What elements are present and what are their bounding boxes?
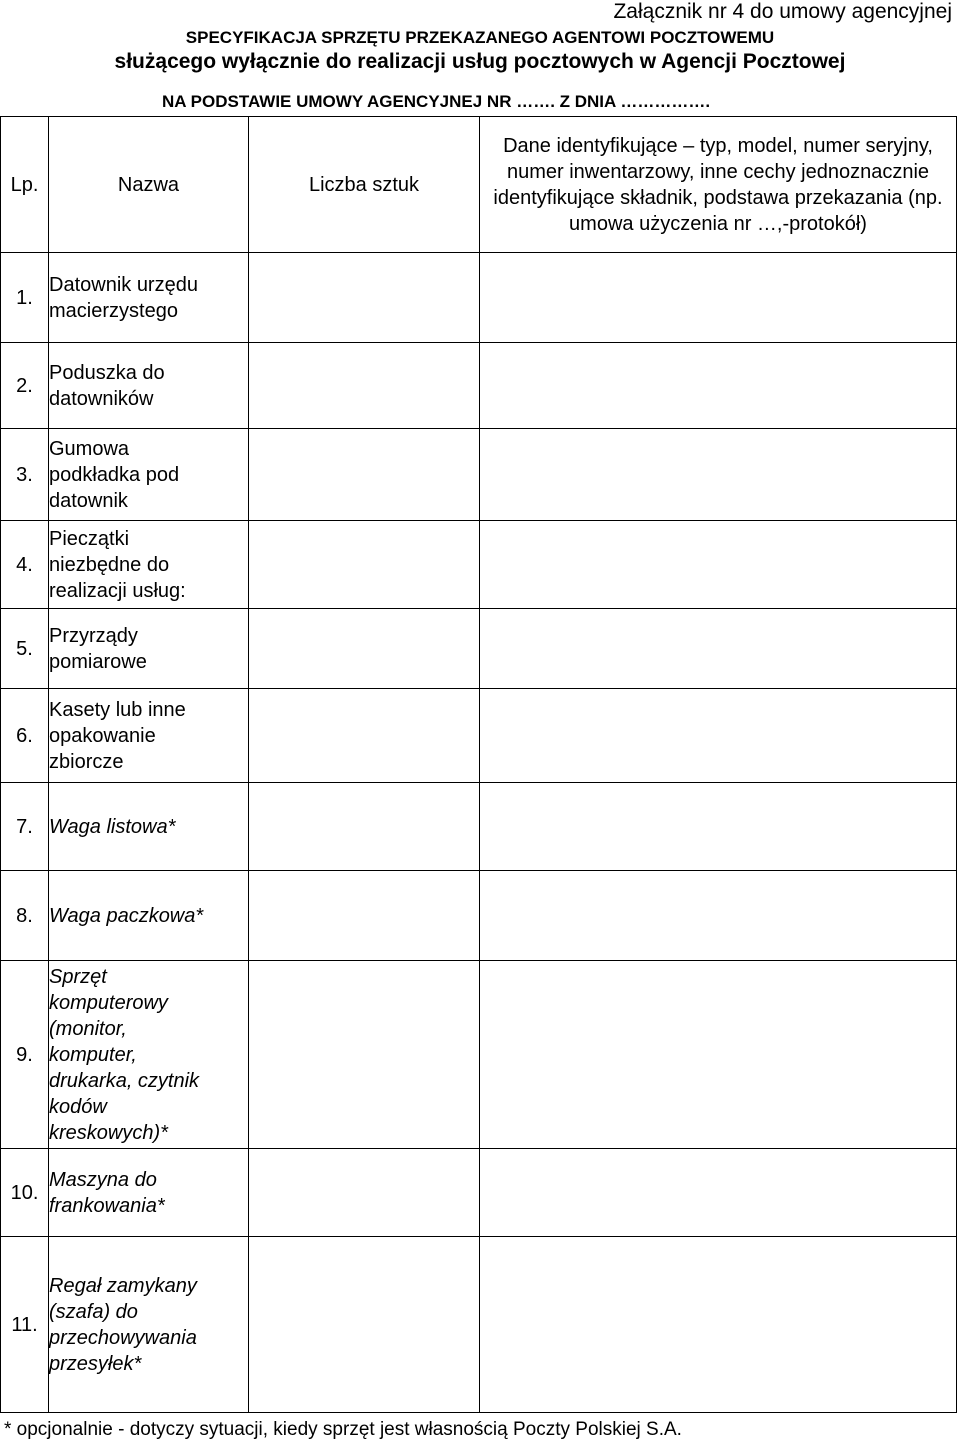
table-row bbox=[1, 961, 957, 1149]
count-cell bbox=[249, 689, 480, 783]
count-cell bbox=[249, 609, 480, 689]
item-name-line: datowników bbox=[49, 387, 154, 410]
annex-label: Załącznik nr 4 do umowy agencyjnej bbox=[613, 0, 952, 23]
count-cell bbox=[249, 343, 480, 429]
document-subtitle: służącego wyłącznie do realizacji usług pocztowych w Agencji Pocztowej bbox=[114, 50, 846, 73]
item-name-line: opakowanie bbox=[49, 724, 156, 747]
item-name bbox=[49, 253, 249, 343]
row-number: 4. bbox=[1, 521, 49, 609]
table-row bbox=[1, 1149, 957, 1237]
item-name-line: komputerowy bbox=[49, 991, 168, 1014]
identification-cell bbox=[480, 961, 957, 1149]
row-number: 2. bbox=[1, 343, 49, 429]
item-name-line: Przyrządy bbox=[49, 624, 138, 647]
count-cell bbox=[249, 253, 480, 343]
identification-cell bbox=[480, 343, 957, 429]
item-name bbox=[49, 783, 249, 871]
item-name-line: datownik bbox=[49, 489, 128, 512]
table-row bbox=[1, 253, 957, 343]
item-name-line: drukarka, czytnik bbox=[49, 1069, 200, 1092]
row-number: 8. bbox=[1, 871, 49, 961]
item-name-line: przesyłek* bbox=[49, 1352, 142, 1375]
identification-cell bbox=[480, 521, 957, 609]
count-cell bbox=[249, 429, 480, 521]
count-cell bbox=[249, 1149, 480, 1237]
item-name-line: Datownik urzędu bbox=[49, 273, 198, 296]
table-row bbox=[1, 1237, 957, 1413]
item-name-line: macierzystego bbox=[49, 299, 178, 322]
count-cell bbox=[249, 521, 480, 609]
item-name-line: Regał zamykany bbox=[49, 1274, 197, 1297]
item-name-line: Waga paczkowa* bbox=[49, 904, 204, 927]
row-number: 6. bbox=[1, 689, 49, 783]
item-name bbox=[49, 609, 249, 689]
count-cell bbox=[249, 783, 480, 871]
row-number: 9. bbox=[1, 961, 49, 1149]
table-row bbox=[1, 521, 957, 609]
footnote: * opcjonalnie - dotyczy sytuacji, kiedy sprzęt jest własnością Poczty Polskiej S.A. bbox=[4, 1419, 682, 1440]
item-name-line: Kasety lub inne bbox=[49, 698, 186, 721]
item-name-line: przechowywania bbox=[49, 1326, 197, 1349]
table-row bbox=[1, 609, 957, 689]
identification-cell bbox=[480, 253, 957, 343]
item-name-line: niezbędne do bbox=[49, 553, 170, 576]
item-name bbox=[49, 1237, 249, 1413]
row-number: 7. bbox=[1, 783, 49, 871]
column-header-lp: Lp. bbox=[1, 117, 49, 253]
row-number: 5. bbox=[1, 609, 49, 689]
table-row bbox=[1, 783, 957, 871]
item-name bbox=[49, 429, 249, 521]
item-name-line: zbiorcze bbox=[49, 750, 124, 773]
item-name-line: Gumowa bbox=[49, 437, 130, 460]
count-cell bbox=[249, 961, 480, 1149]
item-name-line: pomiarowe bbox=[49, 650, 147, 673]
agreement-reference: NA PODSTAWIE UMOWY AGENCYJNEJ NR ……. Z DNIA ……………. bbox=[162, 92, 711, 111]
item-name-line: kreskowych)* bbox=[49, 1121, 168, 1144]
column-header-count: Liczba sztuk bbox=[249, 117, 480, 253]
item-name bbox=[49, 871, 249, 961]
item-name-line: Poduszka do bbox=[49, 361, 165, 384]
item-name bbox=[49, 1149, 249, 1237]
item-name bbox=[49, 343, 249, 429]
identification-cell bbox=[480, 783, 957, 871]
table-row bbox=[1, 343, 957, 429]
item-name-line: Maszyna do bbox=[49, 1168, 157, 1191]
identification-cell bbox=[480, 429, 957, 521]
column-header-identification: Dane identyfikujące – typ, model, numer seryjny, numer inwentarzowy, inne cechy jednoznacznie identyfikujące składnik, podstawa przekazania (np. umowa użyczenia nr …,-protokół) bbox=[480, 117, 957, 253]
column-header-name: Nazwa bbox=[49, 117, 249, 253]
count-cell bbox=[249, 1237, 480, 1413]
identification-cell bbox=[480, 1149, 957, 1237]
table-row bbox=[1, 429, 957, 521]
table-row bbox=[1, 689, 957, 783]
row-number: 11. bbox=[1, 1237, 49, 1413]
item-name-line: Pieczątki bbox=[49, 527, 130, 550]
item-name-line: realizacji usług: bbox=[49, 579, 186, 602]
identification-cell bbox=[480, 1237, 957, 1413]
item-name-line: (szafa) do bbox=[49, 1300, 138, 1323]
item-name-line: komputer, bbox=[49, 1043, 137, 1066]
item-name-line: Waga listowa* bbox=[49, 815, 176, 838]
equipment-table bbox=[0, 116, 957, 1413]
item-name bbox=[49, 961, 249, 1149]
item-name-line: podkładka pod bbox=[49, 463, 180, 486]
item-name-line: (monitor, bbox=[49, 1017, 127, 1040]
item-name-line: frankowania* bbox=[49, 1194, 165, 1217]
row-number: 3. bbox=[1, 429, 49, 521]
item-name bbox=[49, 689, 249, 783]
identification-cell bbox=[480, 871, 957, 961]
row-number: 1. bbox=[1, 253, 49, 343]
count-cell bbox=[249, 871, 480, 961]
row-number: 10. bbox=[1, 1149, 49, 1237]
table-row bbox=[1, 871, 957, 961]
table-header-row bbox=[1, 117, 957, 253]
identification-cell bbox=[480, 689, 957, 783]
item-name bbox=[49, 521, 249, 609]
document-title: SPECYFIKACJA SPRZĘTU PRZEKAZANEGO AGENTOWI POCZTOWEMU bbox=[185, 28, 775, 47]
item-name-line: Sprzęt bbox=[49, 965, 107, 988]
identification-cell bbox=[480, 609, 957, 689]
item-name-line: kodów bbox=[49, 1095, 107, 1118]
